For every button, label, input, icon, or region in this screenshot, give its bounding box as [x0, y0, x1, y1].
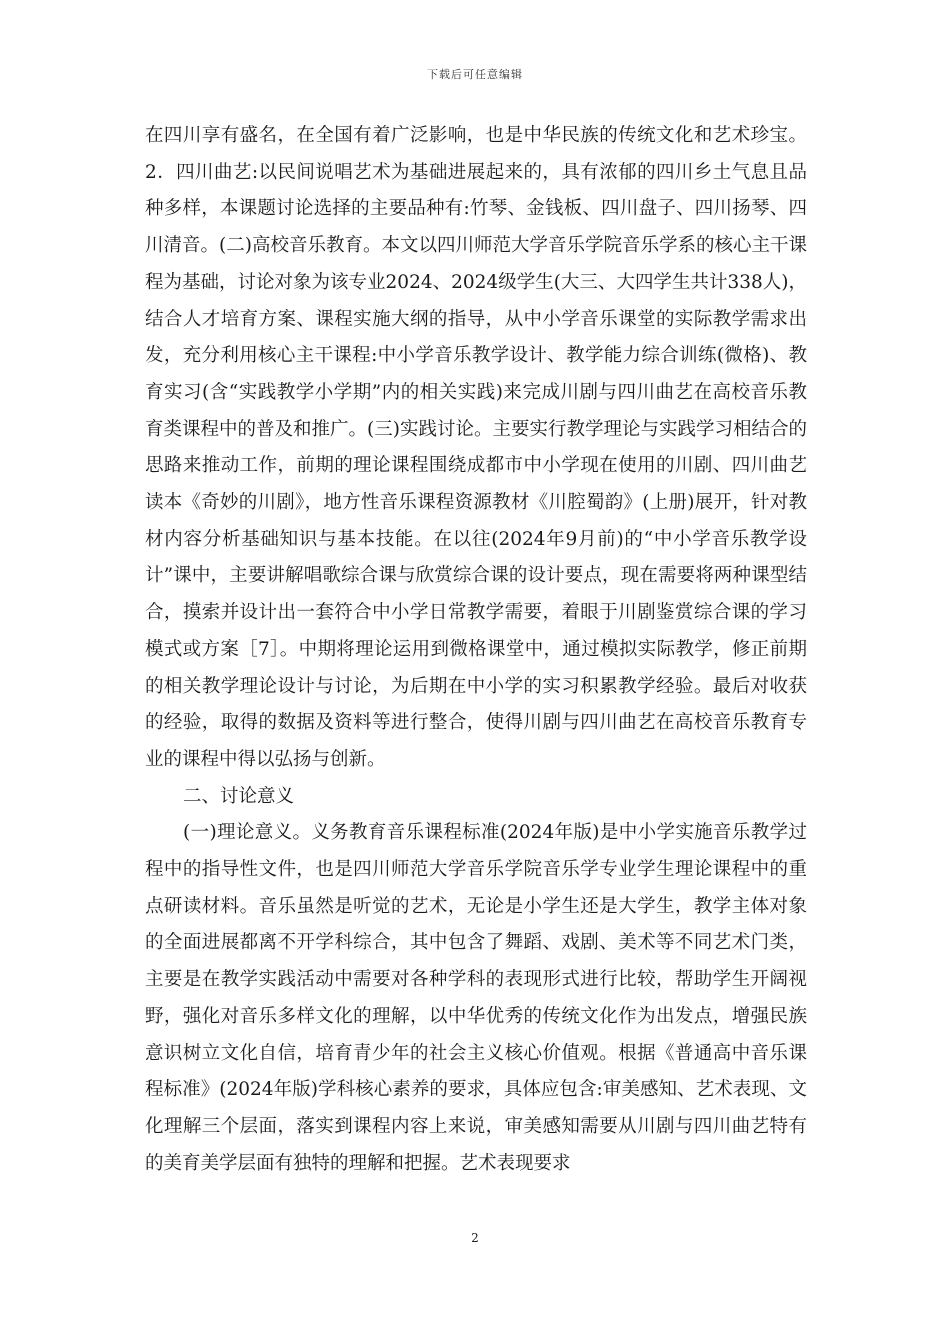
section-heading: 二、讨论意义 — [183, 785, 295, 807]
page-number: 2 — [471, 1231, 479, 1245]
document-body — [145, 118, 807, 1182]
body-paragraph: (一)理论意义。义务教育音乐课程标准(2024年版)是中小学实施音乐教学过程中的指导性文件，也是四川师范大学音乐学院音乐学专业学生理论课程中的重点研读材料。音乐虽然是听觉的艺术，无论是小学生还是大学生，教学主体对象的全面进展都离不开学科综合，其中包含了舞蹈、戏剧、美术等不同艺术门类，主要是在教学实践活动中需要对各种学科的表现形式进行比较，帮助学生开阔视野，强化对音乐多样文化的理解，以中华优秀的传统文化作为出发点，增强民族意识树立文化自信，培育青少年的社会主义核心价值观。根据《普通高中音乐课程标准》(2024年版)学科核心素养的要求，具体应包含:审美感知、艺术表现、文化理解三个层面，落实到课程内容上来说，审美感知需要从川剧与四川曲艺特有的美育美学层面有独特的理解和把握。艺术表现要求 — [145, 822, 807, 1174]
page-header: 下载后可任意编辑 — [427, 68, 523, 81]
body-paragraph: 在四川享有盛名，在全国有着广泛影响，也是中华民族的传统文化和艺术珍宝。2．四川曲艺:以民间说唱艺术为基础进展起来的，具有浓郁的四川乡土气息且品种多样，本课题讨论选择的主要品种有:竹琴、金钱板、四川盘子、四川扬琴、四川清音。(二)高校音乐教育。本文以四川师范大学音乐学院音乐学系的核心主干课程为基础，讨论对象为该专业2024、2024级学生(大三、大四学生共计338人)，结合人才培育方案、课程实施大纲的指导，从中小学音乐课堂的实际教学需求出发，充分利用核心主干课程:中小学音乐教学设计、教学能力综合训练(微格)、教育实习(含“实践教学小学期”内的相关实践)来完成川剧与四川曲艺在高校音乐教育类课程中的普及和推广。(三)实践讨论。主要实行教学理论与实践学习相结合的思路来推动工作，前期的理论课程围绕成都市中小学现在使用的川剧、四川曲艺读本《奇妙的川剧》，地方性音乐课程资源教材《川腔蜀韵》(上册)展开，针对教材内容分析基础知识与基本技能。在以往(2024年9月前)的“中小学音乐教学设计”课中，主要讲解唱歌综合课与欣赏综合课的设计要点，现在需要将两种课型结合，摸索并设计出一套符合中小学日常教学需要，着眼于川剧鉴赏综合课的学习模式或方案［7］。中期将理论运用到微格课堂中，通过模拟实际教学，修正前期的相关教学理论设计与讨论，为后期在中小学的实习积累教学经验。最后对收获的经验，取得的数据及资料等进行整合，使得川剧与四川曲艺在高校音乐教育专业的课程中得以弘扬与创新。 — [145, 125, 807, 770]
